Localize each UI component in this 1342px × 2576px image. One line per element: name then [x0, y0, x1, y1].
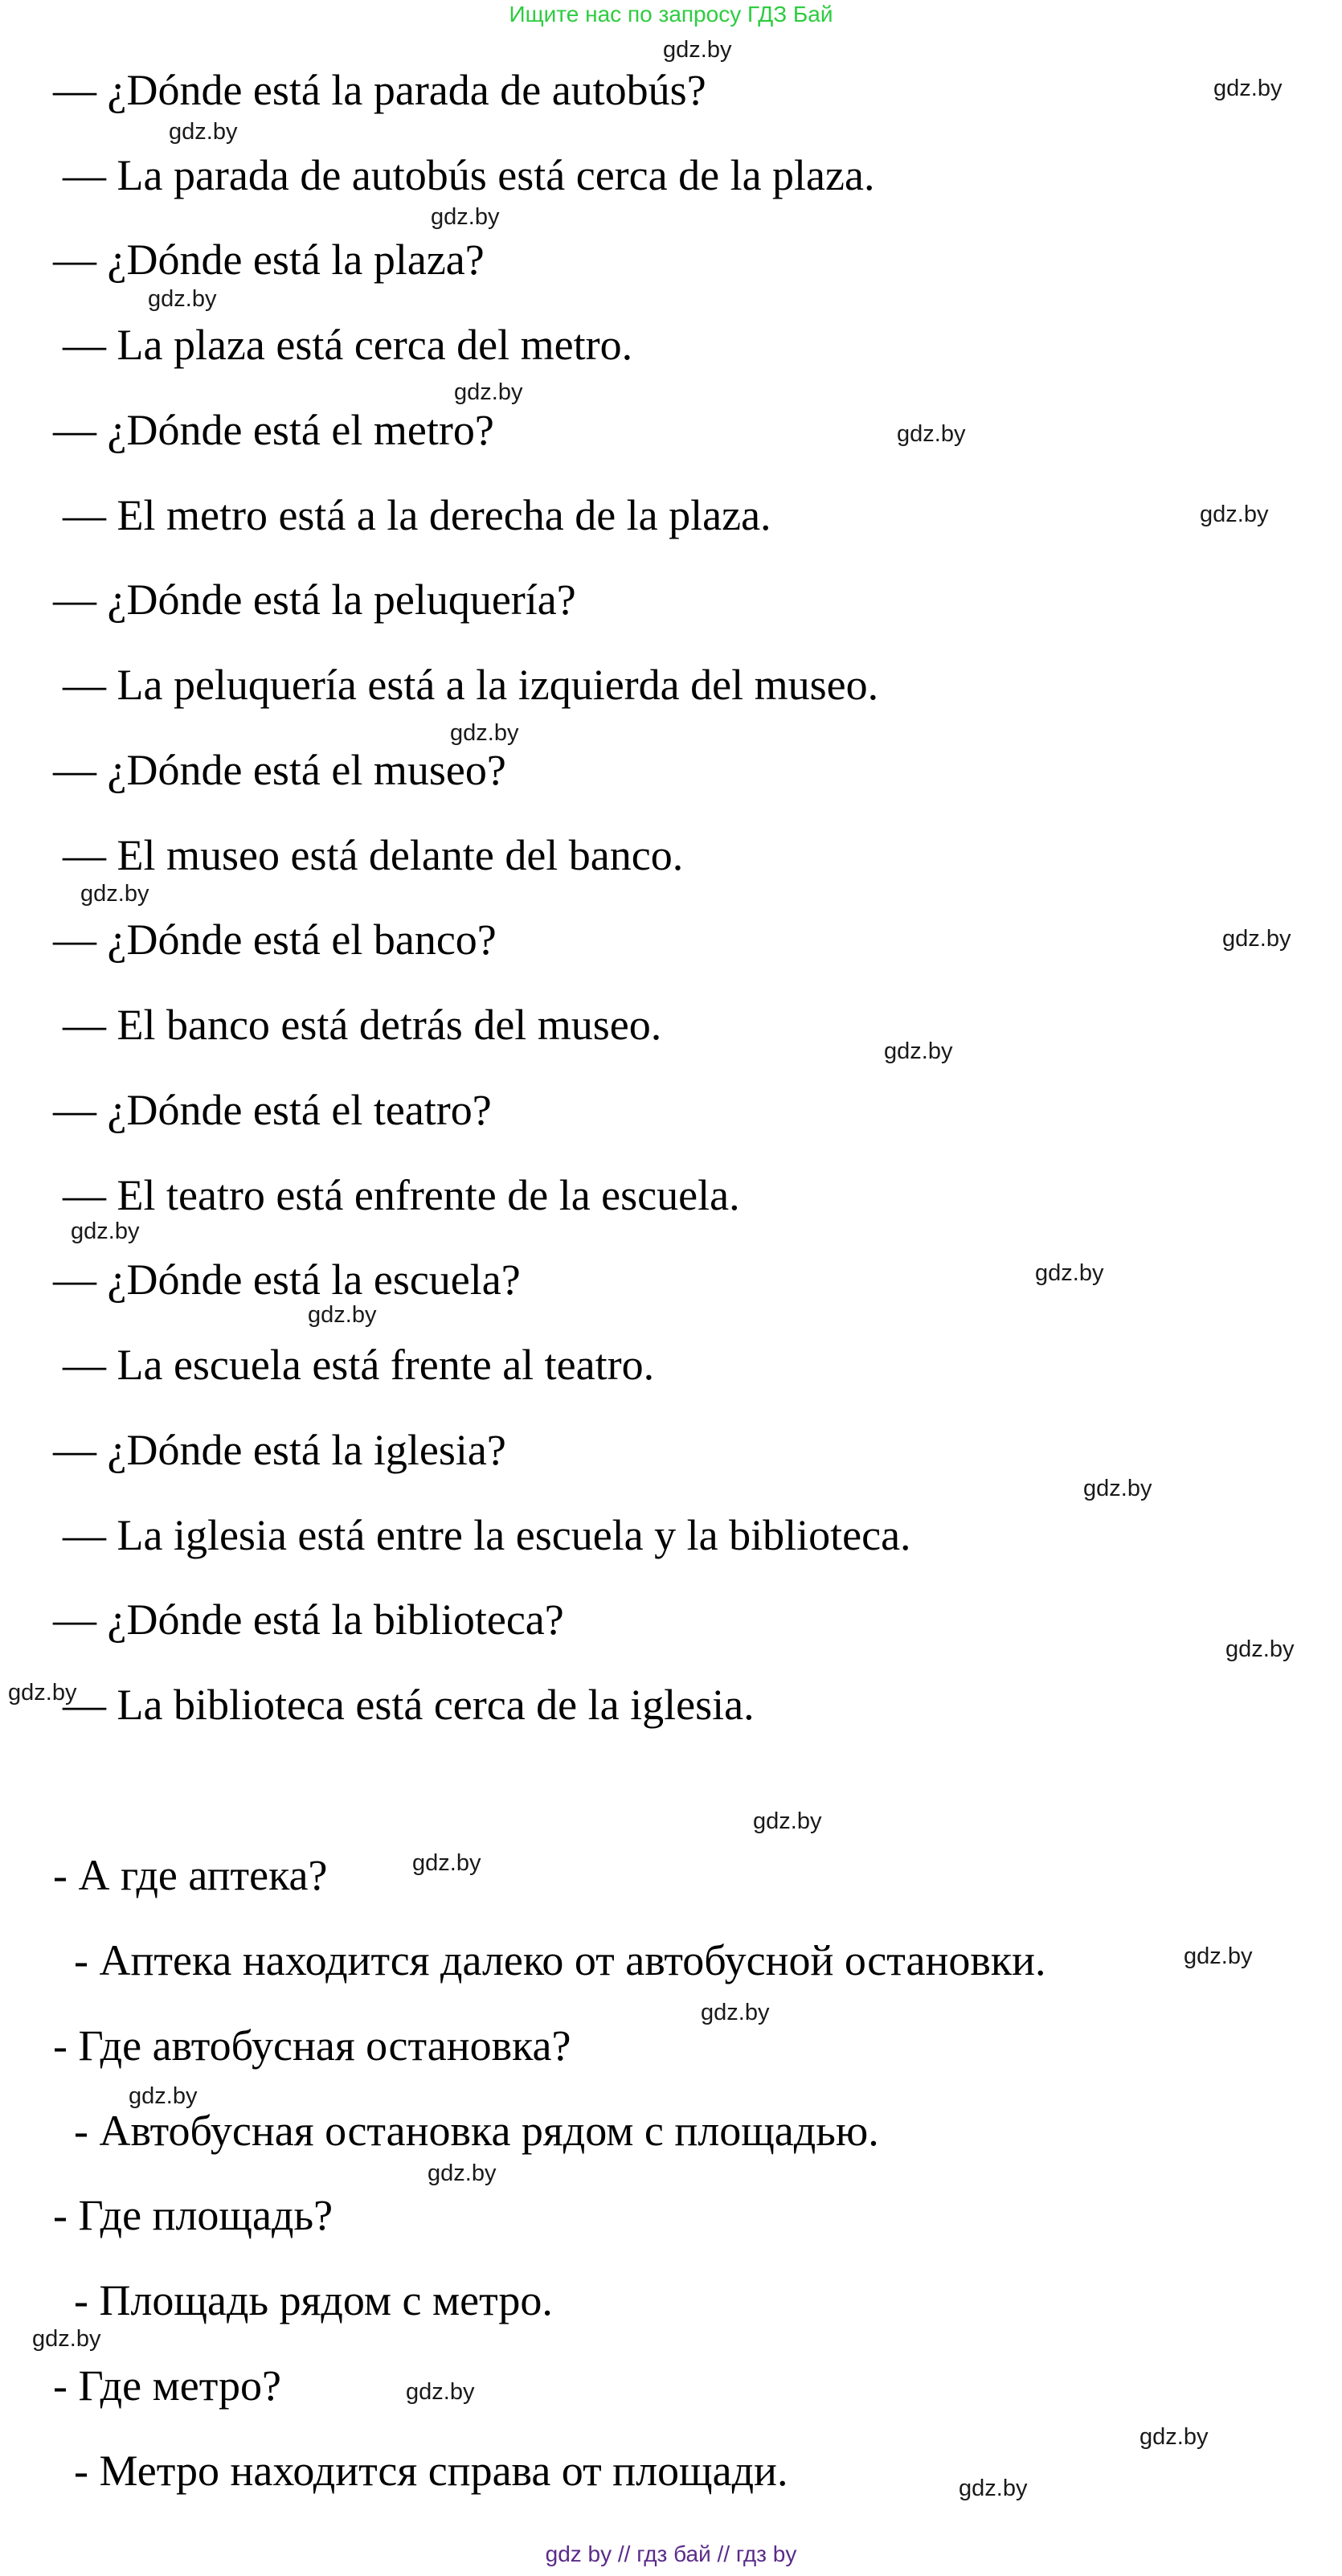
dialogue-line: - Аптека находится далеко от автобусной остановки. [74, 1936, 1046, 1984]
watermark: gdz.by [406, 2379, 475, 2405]
dialogue-line: - Площадь рядом с метро. [74, 2276, 553, 2324]
top-banner[interactable]: Ищите нас по запросу ГДЗ Бай [509, 2, 833, 27]
watermark: gdz.by [897, 421, 966, 447]
dialogue-line: — El banco está detrás del museo. [63, 1001, 662, 1049]
dialogue-line: — ¿Dónde está la plaza? [53, 235, 485, 284]
dialogue-line: — ¿Dónde está la iglesia? [53, 1426, 506, 1474]
watermark: gdz.by [148, 286, 217, 312]
watermark: gdz.by [8, 1680, 77, 1706]
watermark: gdz.by [71, 1218, 140, 1244]
dialogue-line: — La escuela está frente al teatro. [63, 1341, 655, 1389]
watermark: gdz.by [663, 37, 732, 63]
dialogue-line: — El metro está a la derecha de la plaza. [63, 491, 771, 539]
watermark: gdz.by [454, 379, 523, 405]
watermark: gdz.by [884, 1038, 953, 1064]
dialogue-line: - Где площадь? [53, 2191, 333, 2239]
dialogue-line: — ¿Dónde está la peluquería? [53, 575, 576, 624]
watermark: gdz.by [32, 2326, 101, 2352]
watermark: gdz.by [450, 720, 519, 746]
watermark: gdz.by [1083, 1476, 1152, 1501]
watermark: gdz.by [412, 1850, 481, 1876]
dialogue-line: — La biblioteca está cerca de la iglesia. [63, 1681, 755, 1729]
watermark: gdz.by [431, 204, 500, 230]
dialogue-line: - Где метро? [53, 2361, 281, 2410]
dialogue-line: — ¿Dónde está la escuela? [53, 1255, 521, 1304]
watermark: gdz.by [1200, 502, 1269, 527]
watermark: gdz.by [308, 1302, 377, 1328]
dialogue-line: - Метро находится справа от площади. [74, 2447, 788, 2495]
dialogue-line: — ¿Dónde está el teatro? [53, 1086, 492, 1134]
dialogue-line: - А где аптека? [53, 1851, 328, 1899]
watermark: gdz.by [1225, 1636, 1295, 1662]
watermark: gdz.by [959, 2476, 1028, 2501]
dialogue-line: — ¿Dónde está el metro? [53, 406, 494, 454]
watermark: gdz.by [701, 2000, 770, 2025]
watermark: gdz.by [129, 2083, 198, 2109]
dialogue-line: — La plaza está cerca del metro. [63, 321, 633, 369]
dialogue-line: — ¿Dónde está el banco? [53, 915, 497, 964]
dialogue-line: — ¿Dónde está la parada de autobús? [53, 66, 706, 114]
dialogue-line: — La iglesia está entre la escuela y la biblioteca. [63, 1511, 911, 1559]
dialogue-line: — ¿Dónde está la biblioteca? [53, 1595, 564, 1644]
dialogue-line: - Где автобусная остановка? [53, 2021, 571, 2070]
dialogue-line: — El museo está delante del banco. [63, 831, 684, 879]
watermark: gdz.by [1035, 1260, 1104, 1286]
watermark: gdz.by [1222, 926, 1291, 952]
watermark: gdz.by [1139, 2424, 1209, 2450]
dialogue-line: — La parada de autobús está cerca de la plaza. [63, 151, 875, 199]
dialogue-line: — El teatro está enfrente de la escuela. [63, 1171, 740, 1219]
footer-links[interactable]: gdz by // гдз бай // гдз by [545, 2541, 797, 2566]
watermark: gdz.by [1184, 1943, 1253, 1969]
watermark: gdz.by [1213, 76, 1283, 101]
dialogue-line: - Автобусная остановка рядом с площадью. [74, 2107, 879, 2155]
watermark: gdz.by [753, 1808, 822, 1834]
watermark: gdz.by [80, 881, 149, 907]
dialogue-line: — La peluquería está a la izquierda del museo. [63, 661, 879, 709]
dialogue-line: — ¿Dónde está el museo? [53, 746, 506, 794]
watermark: gdz.by [169, 119, 238, 145]
watermark: gdz.by [428, 2160, 497, 2186]
